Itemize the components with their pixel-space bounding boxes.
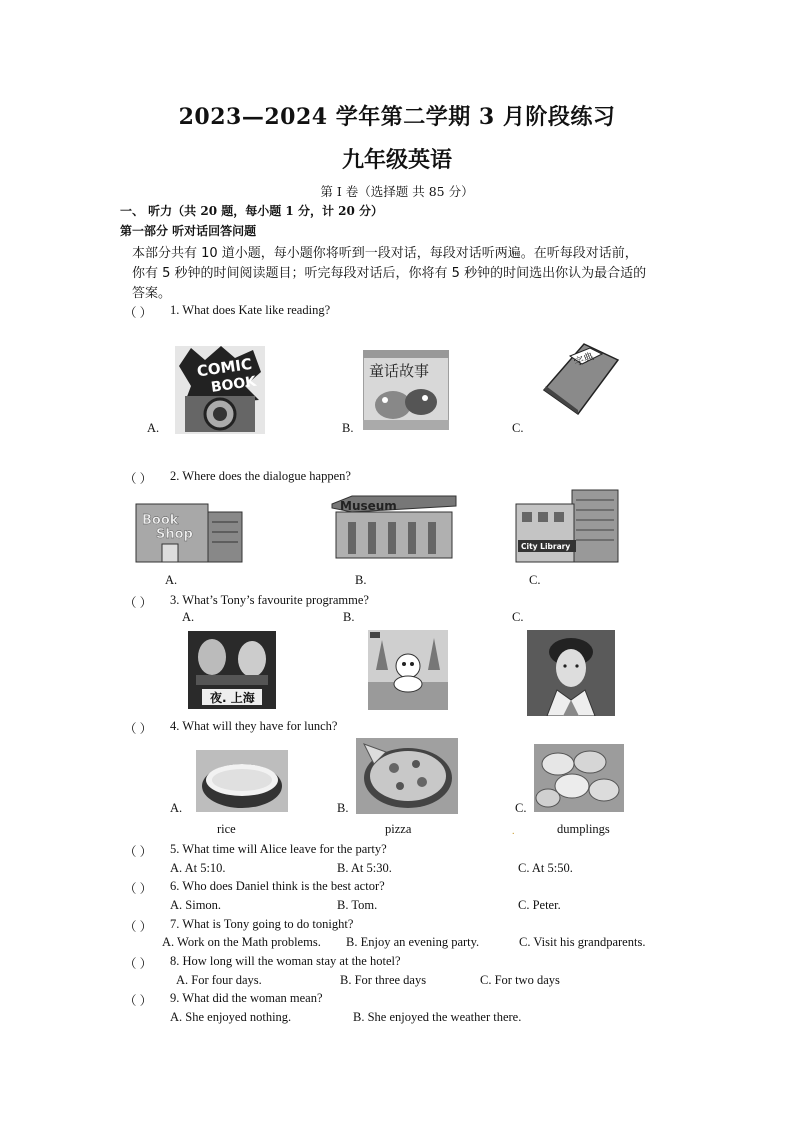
q3-option-c[interactable]: C.: [512, 610, 524, 624]
caption-dumplings: dumplings: [557, 822, 610, 836]
q5-option-c[interactable]: C. At 5:50.: [518, 861, 573, 875]
city-library-sign: City Library: [521, 542, 571, 551]
dictionary-picture: [540, 342, 620, 416]
book-word: BOOK: [210, 373, 258, 396]
q1-option-c[interactable]: C.: [512, 421, 524, 435]
q8-option-b[interactable]: B. For three days: [340, 973, 427, 987]
stray-dot-mark: .: [512, 826, 515, 837]
question-2-text: 2. Where does the dialogue happen?: [170, 469, 351, 483]
question-7-text: 7. What is Tony going to do tonight?: [170, 917, 354, 931]
q5-option-a[interactable]: A. At 5:10.: [170, 861, 226, 875]
q1-option-b[interactable]: B.: [342, 421, 354, 435]
question-4-text: 4. What will they have for lunch?: [170, 719, 338, 733]
dumplings-picture: [534, 744, 624, 812]
question-8-text: 8. How long will the woman stay at the hotel?: [170, 954, 401, 968]
q7-option-c[interactable]: C. Visit his grandparents.: [519, 935, 646, 949]
q8-option-c[interactable]: C. For two days: [480, 973, 560, 987]
intro-line-3: 答案。: [132, 286, 172, 301]
question-9-text: 9. What did the woman mean?: [170, 991, 323, 1005]
fairy-tale-title: 童话故事: [369, 362, 430, 380]
answer-bracket-1[interactable]: （ ）: [124, 306, 153, 320]
q9-option-a[interactable]: A. She enjoyed nothing.: [170, 1010, 292, 1024]
question-6-text: 6. Who does Daniel think is the best actor?: [170, 879, 385, 893]
q2-option-c[interactable]: C.: [529, 573, 541, 587]
book-shop-word-2: Shop: [156, 527, 193, 542]
question-3-text: 3. What’s Tony’s favourite programme?: [170, 593, 369, 607]
poster-title: 夜. 上海: [210, 691, 255, 705]
part-heading: 第一部分 听对话回答问题: [120, 224, 257, 238]
pizza-picture: [356, 738, 458, 814]
dictionary-title: 字典: [572, 351, 596, 369]
fairy-tale-book-picture: [363, 350, 449, 430]
answer-bracket-2[interactable]: （ ）: [124, 472, 153, 486]
q1-option-a[interactable]: A.: [147, 421, 160, 435]
q4-option-c[interactable]: C.: [515, 801, 527, 815]
q2-option-a[interactable]: A.: [165, 573, 178, 587]
museum-sign: Museum: [340, 499, 397, 513]
city-library-picture: [514, 488, 620, 564]
caption-rice: rice: [217, 822, 236, 836]
question-1-text: 1. What does Kate like reading?: [170, 303, 331, 317]
comic-book-picture: [175, 346, 265, 434]
answer-bracket-7[interactable]: （ ）: [124, 920, 153, 934]
book-shop-picture: [134, 494, 244, 566]
answer-bracket-6[interactable]: （ ）: [124, 882, 153, 896]
q7-option-b[interactable]: B. Enjoy an evening party.: [346, 935, 480, 949]
answer-bracket-3[interactable]: （ ）: [124, 596, 153, 610]
q4-option-a[interactable]: A.: [170, 801, 183, 815]
cartoon-picture: [368, 630, 448, 710]
q6-option-a[interactable]: A. Simon.: [170, 898, 222, 912]
answer-bracket-5[interactable]: （ ）: [124, 845, 153, 859]
rice-picture: [196, 750, 288, 812]
museum-picture: [330, 494, 458, 560]
q3-option-a[interactable]: A.: [182, 610, 195, 624]
intro-line-2: 你有 5 秒钟的时间阅读题目；听完每段对话后，你将有 5 秒钟的时间选出你认为最合适的: [132, 266, 647, 281]
question-5-text: 5. What time will Alice leave for the party?: [170, 842, 387, 856]
q5-option-b[interactable]: B. At 5:30.: [337, 861, 392, 875]
historical-drama-picture: [527, 630, 615, 716]
q2-option-b[interactable]: B.: [355, 573, 367, 587]
q9-option-b[interactable]: B. She enjoyed the weather there.: [353, 1010, 522, 1024]
exam-subject: 九年级英语: [341, 147, 452, 173]
exam-title: 2023—2024 学年第二学期 3 月阶段练习: [178, 104, 616, 130]
q4-option-b[interactable]: B.: [337, 801, 349, 815]
volume-label: 第 I 卷（选择题 共 85 分）: [320, 184, 474, 199]
q3-option-b[interactable]: B.: [343, 610, 355, 624]
caption-pizza: pizza: [385, 822, 412, 836]
section-heading: 一、 听力（共 20 题，每小题 1 分，计 20 分）: [120, 204, 383, 218]
q8-option-a[interactable]: A. For four days.: [176, 973, 262, 987]
answer-bracket-8[interactable]: （ ）: [124, 957, 153, 971]
answer-bracket-9[interactable]: （ ）: [124, 994, 153, 1008]
book-shop-word-1: Book: [142, 513, 179, 528]
intro-line-1: 本部分共有 10 道小题，每小题你将听到一段对话，每段对话听两遍。在听每段对话前，: [132, 246, 638, 261]
comic-word: COMIC: [195, 354, 254, 381]
q7-option-a[interactable]: A. Work on the Math problems.: [162, 935, 321, 949]
q6-option-c[interactable]: C. Peter.: [518, 898, 561, 912]
answer-bracket-4[interactable]: （ ）: [124, 722, 153, 736]
tv-drama-poster-picture: [188, 631, 276, 709]
q6-option-b[interactable]: B. Tom.: [337, 898, 378, 912]
